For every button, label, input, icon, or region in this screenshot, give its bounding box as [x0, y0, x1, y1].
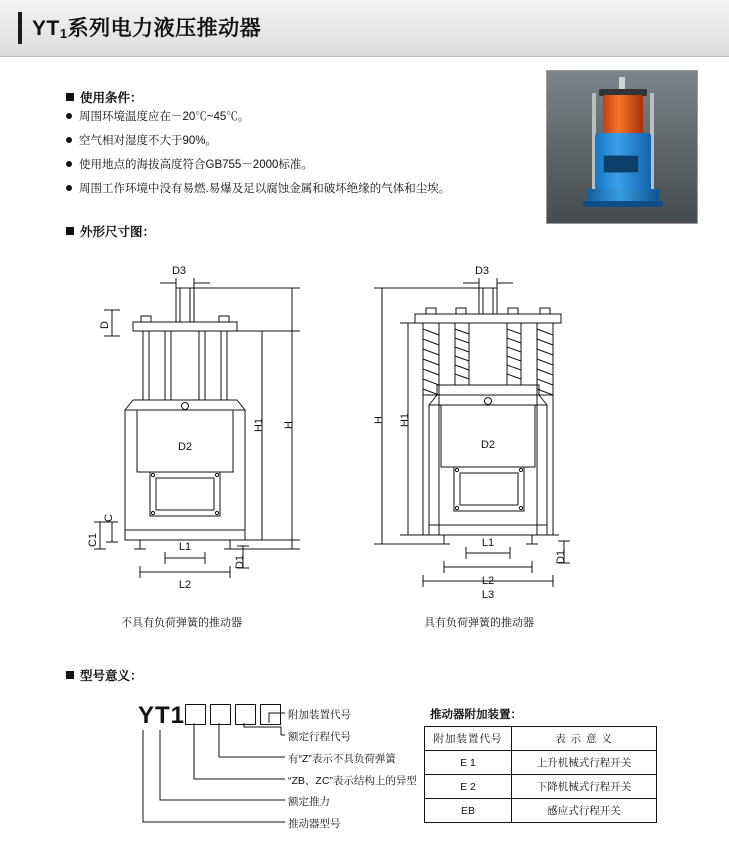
condition-text: 周围环境温度应在－20℃~45℃。 [79, 111, 250, 123]
table-cell-code: E 1 [425, 751, 512, 775]
list-item [66, 134, 536, 148]
table-cell-meaning: 感应式行程开关 [512, 799, 657, 823]
model-callout-3: 有“Z”表示不具负荷弹簧 [288, 753, 396, 765]
model-callout-6: 推动器型号 [288, 818, 341, 830]
table-cell-code: E 2 [425, 775, 512, 799]
label-L3-right: L3 [481, 589, 495, 601]
title-subscript: 1 [59, 26, 68, 41]
photo-cylinder [603, 95, 643, 135]
list-item [66, 158, 536, 172]
label-H-right: H [373, 416, 385, 424]
conditions-list [66, 110, 536, 206]
drawing-left-labels [87, 265, 295, 591]
drawing-svg [0, 250, 729, 630]
page-title [32, 12, 261, 42]
table-cell-meaning: 下降机械式行程开关 [512, 775, 657, 799]
table-header-meaning: 表 示 意 义 [512, 727, 657, 751]
label-D-left: D [99, 321, 111, 329]
section-heading-dimensions [66, 222, 155, 240]
title-main: YT [32, 17, 60, 40]
dot-bullet-icon [66, 161, 72, 167]
label-C1-left: C1 [87, 532, 99, 548]
dot-bullet-icon [66, 113, 72, 119]
dot-bullet-icon [66, 185, 72, 191]
product-photo [546, 70, 698, 224]
model-callout-5: 额定推力 [288, 796, 330, 808]
drawing-right [374, 278, 570, 587]
title-rest: 系列电力液压推动器 [67, 17, 262, 40]
drawing-right-labels [373, 265, 567, 601]
label-L1-right: L1 [481, 537, 495, 549]
table-row [425, 799, 657, 823]
condition-text: 周围工作环境中没有易燃.易爆及足以腐蚀金属和破坏绝缘的气体和尘埃。 [79, 183, 451, 195]
label-D2-right: D2 [480, 439, 496, 451]
accessory-table-title: 推动器附加装置： [430, 709, 522, 721]
square-bullet-icon [66, 671, 74, 679]
conditions-heading-label: 使用条件： [80, 91, 143, 105]
label-L1-left: L1 [178, 541, 192, 553]
square-bullet-icon [66, 227, 74, 235]
accessory-table [424, 726, 657, 823]
list-item [66, 182, 536, 196]
list-item [66, 110, 536, 124]
section-heading-model [66, 666, 143, 684]
dimensions-heading-label: 外形尺寸图： [80, 225, 156, 239]
label-H1-left: H1 [253, 417, 265, 433]
header-accent-bar [18, 12, 22, 44]
page-header [0, 0, 729, 57]
drawing-right-caption: 具有负荷弹簧的推动器 [424, 617, 534, 629]
square-bullet-icon [66, 93, 74, 101]
label-L2-left: L2 [178, 579, 192, 591]
model-heading-label: 型号意义： [80, 669, 143, 683]
drawing-left [94, 278, 300, 578]
table-row [425, 775, 657, 799]
label-D3-left: D3 [171, 265, 187, 277]
dimension-drawings [0, 250, 729, 630]
label-D1-right: D1 [555, 549, 567, 565]
condition-text: 使用地点的海拔高度符合GB755－2000标准。 [79, 159, 313, 171]
label-C-left: C [103, 514, 115, 522]
model-callout-1: 附加装置代号 [288, 709, 351, 721]
photo-base [583, 201, 663, 207]
table-header-row [425, 727, 657, 751]
label-D2-left: D2 [177, 441, 193, 453]
model-callout-2: 额定行程代号 [288, 731, 351, 743]
table-cell-code: EB [425, 799, 512, 823]
label-H1-right: H1 [399, 412, 411, 428]
photo-nameplate [603, 155, 639, 173]
drawing-left-caption: 不具有负荷弹簧的推动器 [121, 617, 242, 629]
label-L2-right: L2 [481, 575, 495, 587]
label-D1-left: D1 [234, 554, 246, 570]
model-prefix: YT1 [138, 702, 186, 729]
table-header-code: 附加装置代号 [425, 727, 512, 751]
dot-bullet-icon [66, 137, 72, 143]
label-H-left: H [283, 421, 295, 429]
condition-text: 空气相对湿度不大于90%。 [79, 135, 218, 147]
model-callout-4: “ZB、ZC”表示结构上的异型 [288, 775, 417, 787]
table-row [425, 751, 657, 775]
section-heading-conditions [66, 88, 143, 106]
table-cell-meaning: 上升机械式行程开关 [512, 751, 657, 775]
label-D3-right: D3 [474, 265, 490, 277]
